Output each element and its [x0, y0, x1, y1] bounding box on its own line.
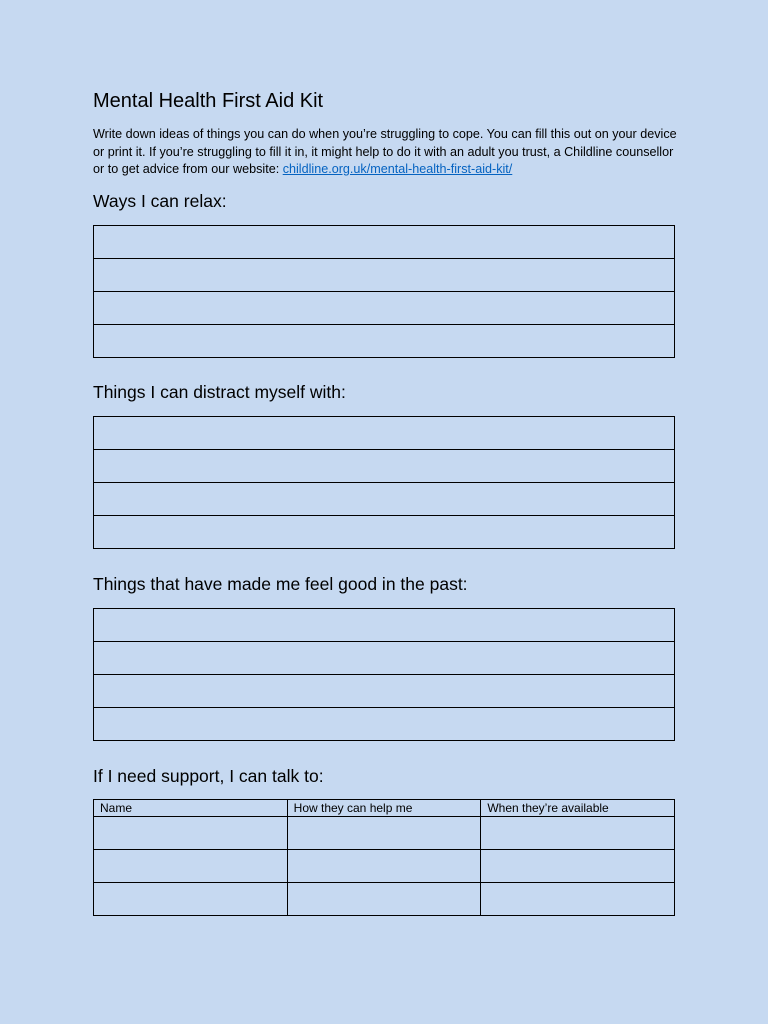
table-row — [94, 883, 675, 916]
column-header-when-available: When they’re available — [481, 800, 675, 817]
section-heading-distract: Things I can distract myself with: — [93, 382, 346, 402]
relax-entry-1[interactable] — [94, 226, 675, 259]
feel-good-entry-1[interactable] — [94, 609, 675, 642]
distract-table — [93, 416, 675, 549]
relax-entry-2[interactable] — [94, 259, 675, 292]
intro-paragraph — [93, 126, 683, 179]
support-availability-cell[interactable] — [481, 883, 675, 916]
support-help-cell[interactable] — [287, 850, 481, 883]
column-header-how-they-can-help: How they can help me — [287, 800, 481, 817]
table-row — [94, 850, 675, 883]
relax-entry-3[interactable] — [94, 292, 675, 325]
support-name-cell[interactable] — [94, 850, 288, 883]
feel-good-entry-3[interactable] — [94, 675, 675, 708]
support-name-cell[interactable] — [94, 883, 288, 916]
feel-good-entry-4[interactable] — [94, 708, 675, 741]
distract-entry-2[interactable] — [94, 450, 675, 483]
section-heading-feel-good: Things that have made me feel good in the past: — [93, 574, 468, 594]
page-title: Mental Health First Aid Kit — [93, 90, 324, 112]
support-help-cell[interactable] — [287, 817, 481, 850]
table-row — [94, 817, 675, 850]
support-header-row — [94, 800, 675, 817]
support-availability-cell[interactable] — [481, 850, 675, 883]
distract-entry-1[interactable] — [94, 417, 675, 450]
distract-entry-3[interactable] — [94, 483, 675, 516]
support-availability-cell[interactable] — [481, 817, 675, 850]
section-heading-support: If I need support, I can talk to: — [93, 766, 324, 786]
childline-website-link[interactable]: childline.org.uk/mental-health-first-aid-kit/ — [282, 162, 513, 176]
support-name-cell[interactable] — [94, 817, 288, 850]
support-help-cell[interactable] — [287, 883, 481, 916]
intro-text: Write down ideas of things you can do when you’re struggling to cope. You can fill this out on your device or print it. If you’re struggling to fill it in, it might help to do it with an adult you trust, a Childline counsellor or to get advice from our website: — [93, 127, 677, 176]
relax-table — [93, 225, 675, 358]
distract-entry-4[interactable] — [94, 516, 675, 549]
feel-good-table — [93, 608, 675, 741]
feel-good-entry-2[interactable] — [94, 642, 675, 675]
column-header-name: Name — [94, 800, 288, 817]
section-heading-relax: Ways I can relax: — [93, 191, 227, 211]
support-table — [93, 799, 675, 916]
relax-entry-4[interactable] — [94, 325, 675, 358]
